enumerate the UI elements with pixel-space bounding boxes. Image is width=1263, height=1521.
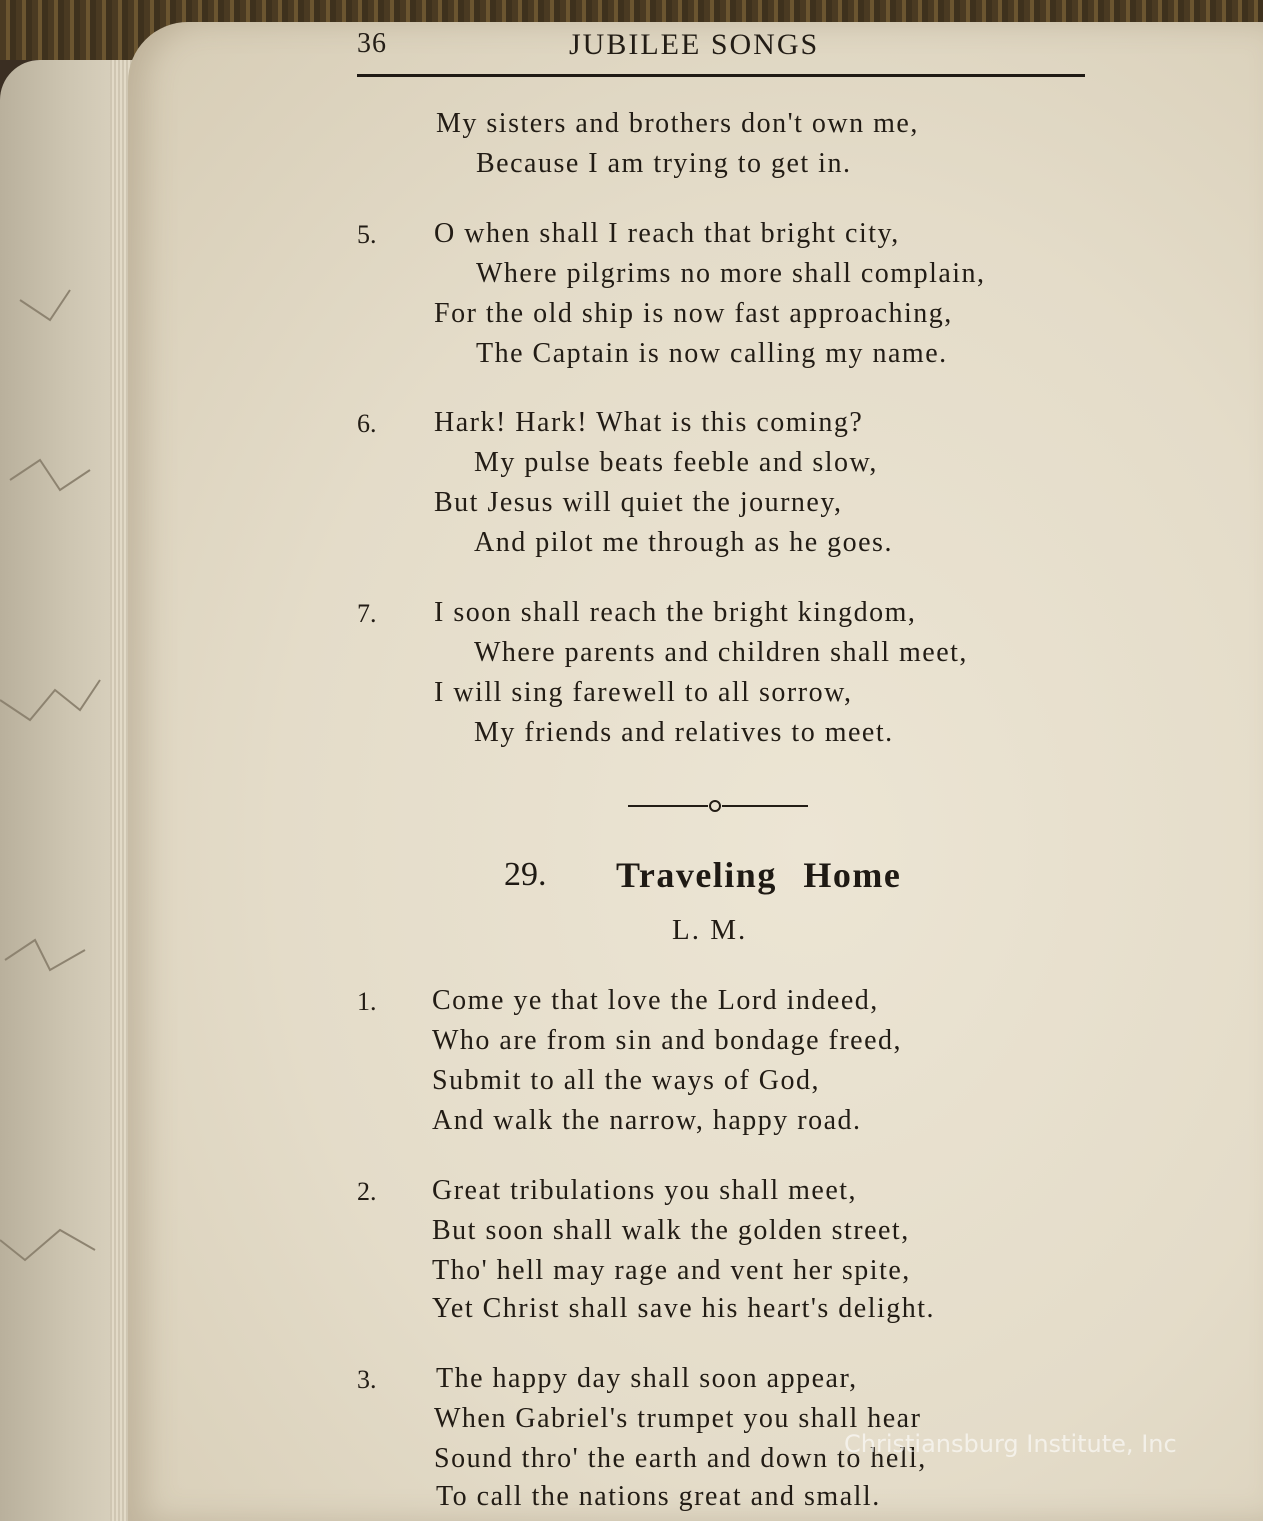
page-header	[357, 28, 1085, 77]
verse-line: Where parents and children shall meet,	[474, 637, 968, 668]
verse-line: I soon shall reach the bright kingdom,	[434, 597, 917, 628]
verse-line: My pulse beats feeble and slow,	[474, 447, 878, 478]
verse-line: My sisters and brothers don't own me,	[436, 108, 919, 139]
section-divider-ornament	[628, 798, 808, 814]
verse-line: Where pilgrims no more shall complain,	[476, 258, 986, 289]
verse-number: 5.	[357, 220, 377, 249]
verse-line: Who are from sin and bondage freed,	[432, 1025, 902, 1056]
verse-line: Sound thro' the earth and down to hell,	[434, 1443, 927, 1474]
verse-number: 7.	[357, 599, 377, 628]
verse-line: I will sing farewell to all sorrow,	[434, 677, 853, 708]
verse-line: Because I am trying to get in.	[476, 148, 852, 179]
verse-line: And walk the narrow, happy road.	[432, 1105, 862, 1136]
verse-number: 6.	[357, 409, 377, 438]
verse-line: But Jesus will quiet the journey,	[434, 487, 843, 518]
verse-line: Hark! Hark! What is this coming?	[434, 407, 864, 438]
verse-line: Submit to all the ways of God,	[432, 1065, 820, 1096]
watermark-text: Christiansburg Institute, Inc	[844, 1430, 1177, 1458]
song-meter: L. M.	[672, 914, 748, 946]
verse-line: And pilot me through as he goes.	[474, 527, 893, 558]
verse-number: 1.	[357, 987, 377, 1016]
verse-number: 2.	[357, 1177, 377, 1206]
verse-line: Tho' hell may rage and vent her spite,	[432, 1255, 911, 1286]
verse-line: When Gabriel's trumpet you shall hear	[434, 1403, 922, 1434]
verse-line: To call the nations great and small.	[436, 1481, 881, 1512]
verse-line: Great tribulations you shall meet,	[432, 1175, 858, 1206]
verse-line: Yet Christ shall save his heart's delight.	[432, 1293, 936, 1324]
verse-line: But soon shall walk the golden street,	[432, 1215, 910, 1246]
page-number: 36	[357, 28, 387, 59]
verse-line: The happy day shall soon appear,	[436, 1363, 858, 1394]
verse-line: My friends and relatives to meet.	[474, 717, 894, 748]
verse-line: O when shall I reach that bright city,	[434, 218, 900, 249]
verse-line: Come ye that love the Lord indeed,	[432, 985, 879, 1016]
verse-number: 3.	[357, 1365, 377, 1394]
verse-line: The Captain is now calling my name.	[476, 338, 948, 369]
song-number: 29.	[504, 856, 547, 893]
song-title: Traveling Home	[616, 855, 902, 895]
running-title: JUBILEE SONGS	[569, 28, 820, 61]
verse-line: For the old ship is now fast approaching,	[434, 298, 953, 329]
